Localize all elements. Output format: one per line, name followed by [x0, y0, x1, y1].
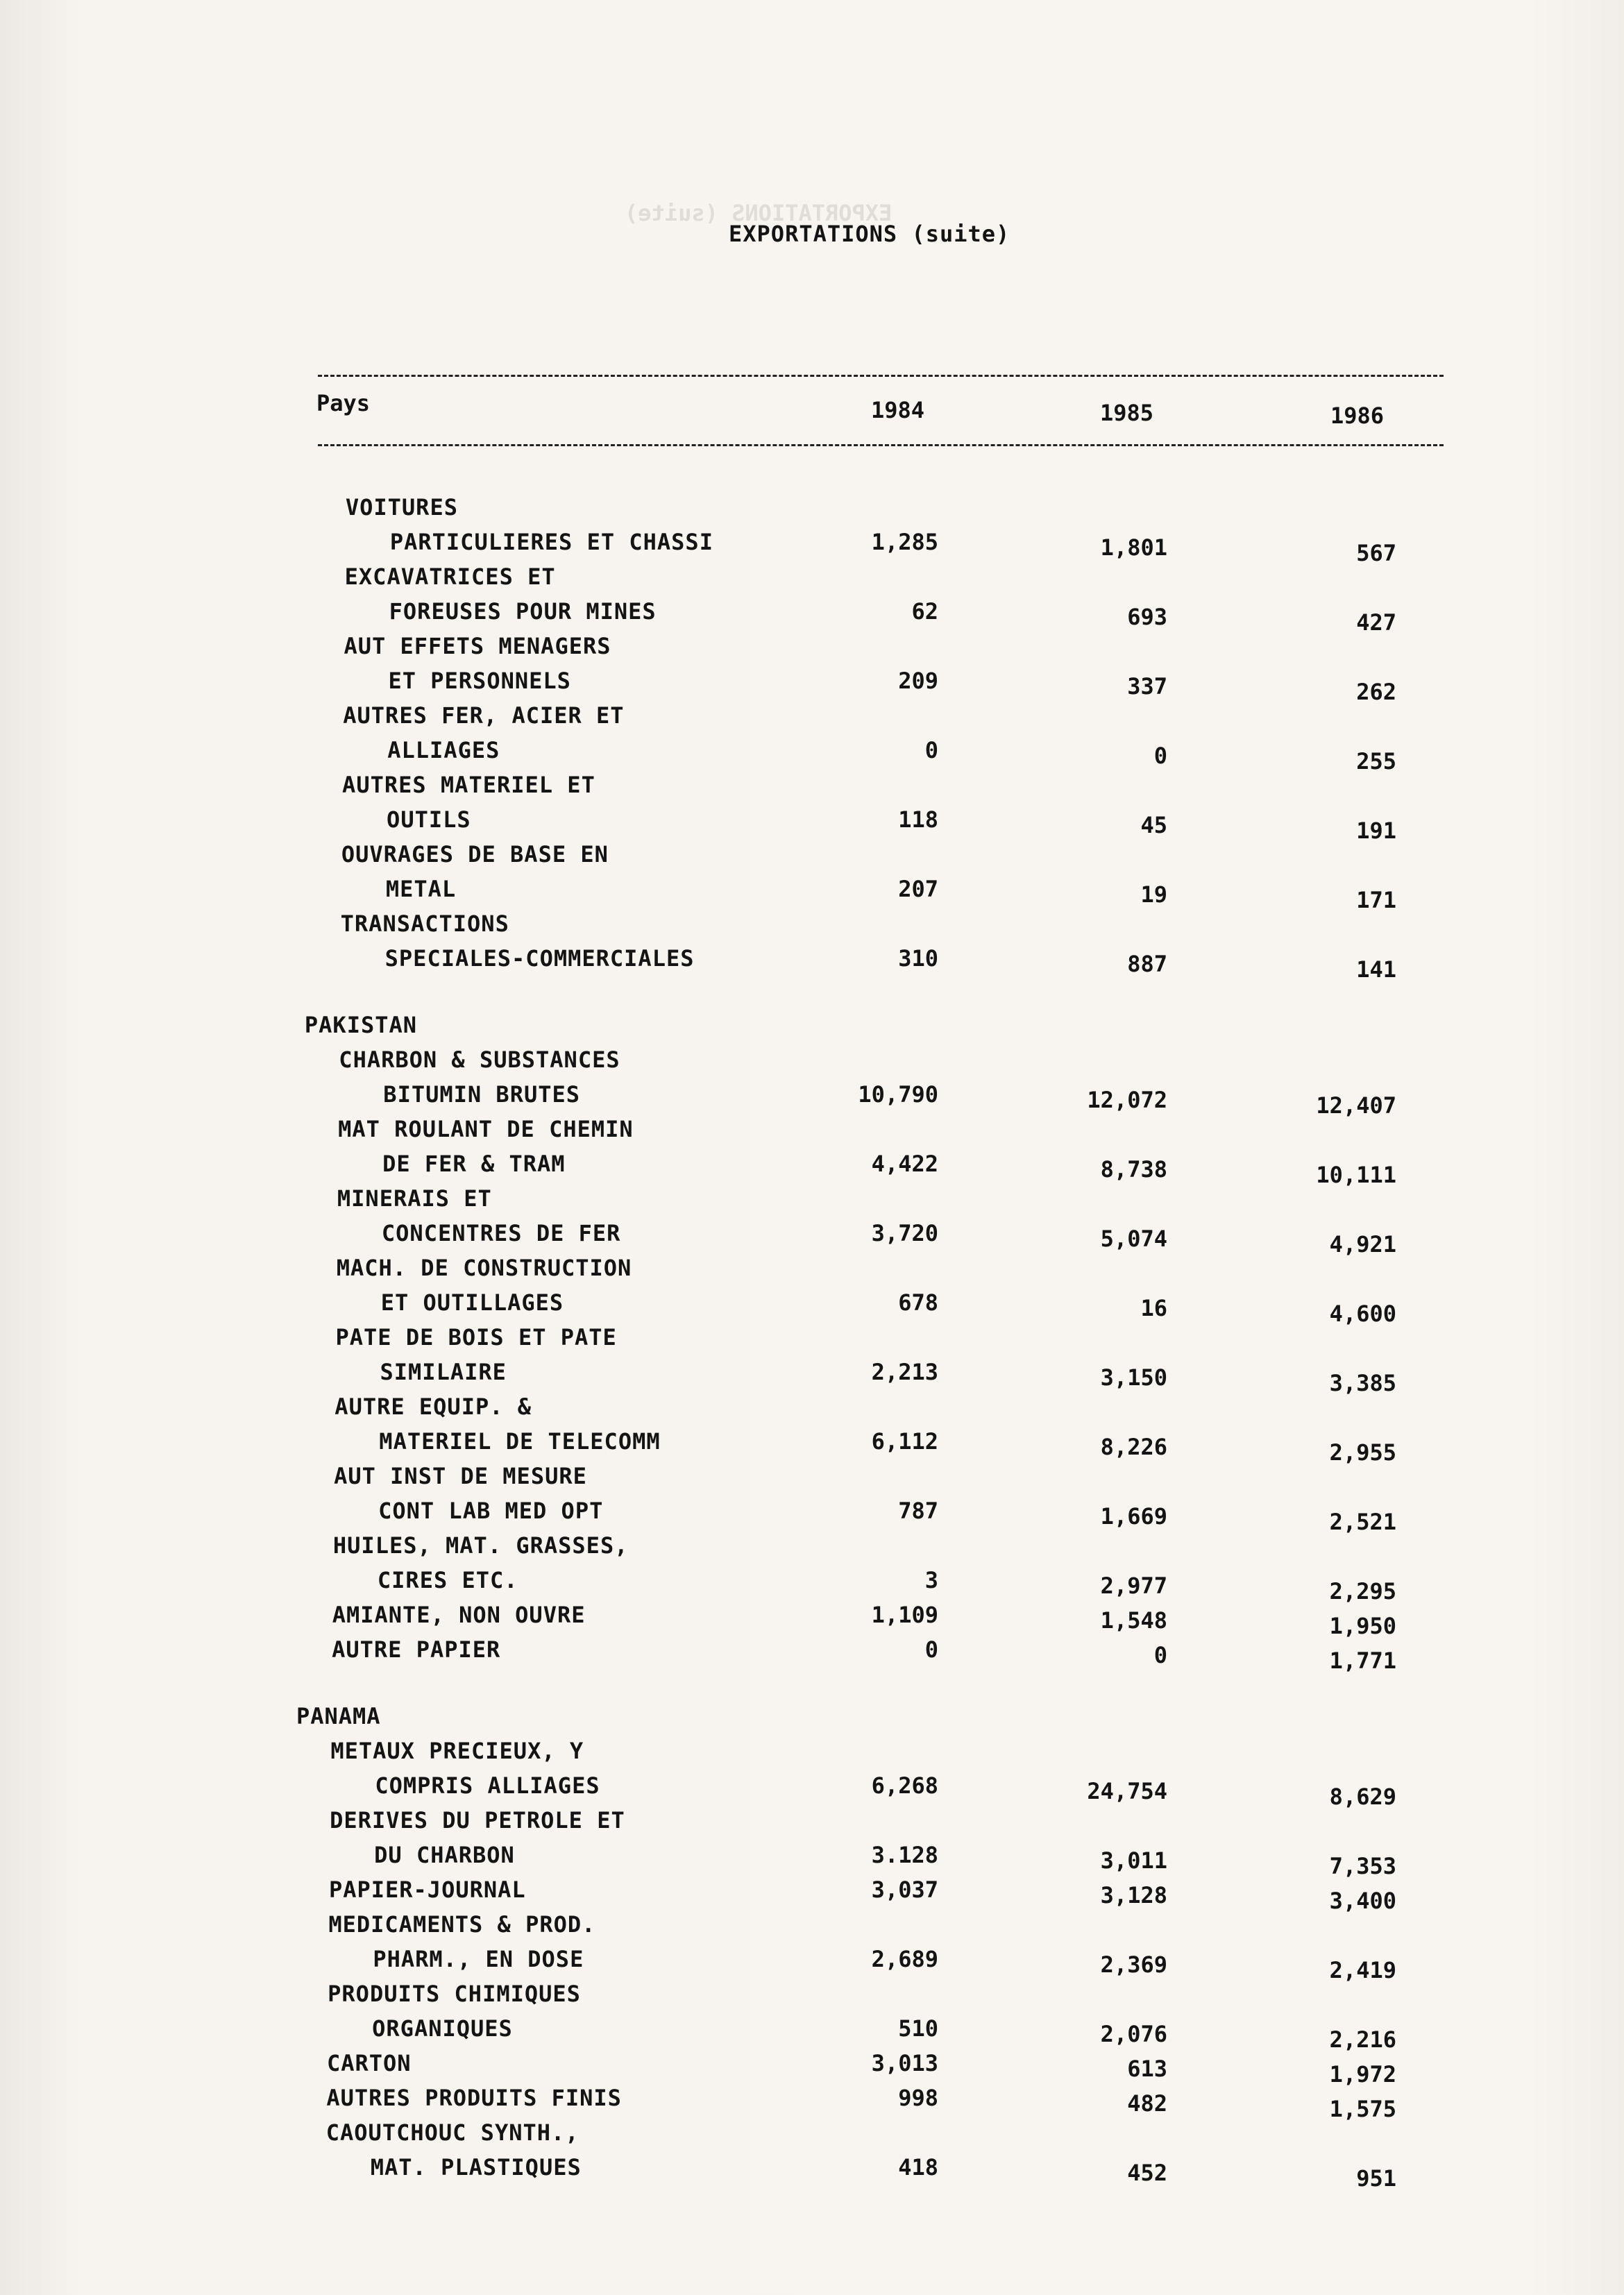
row-label-line1: AUT INST DE MESURE [334, 1463, 587, 1489]
row-label-line2: COMPRIS ALLIAGES [375, 1772, 600, 1799]
row-label-line1: METAUX PRECIEUX, Y [330, 1738, 584, 1764]
cell-value-1984: 510 [898, 2015, 938, 2042]
row-label-line2: CIRES ETC. [377, 1567, 518, 1593]
cell-value-1986: 1,575 [1329, 2096, 1396, 2122]
cell-value-1986: 8,629 [1329, 1784, 1396, 1810]
row-label-line2: DE FER & TRAM [382, 1151, 566, 1177]
row-label-line1: MAT ROULANT DE CHEMIN [338, 1116, 634, 1142]
cell-value-1984: 3,037 [871, 1877, 938, 1903]
cell-value-1986: 255 [1356, 748, 1396, 774]
header-pays: Pays [316, 390, 371, 416]
cell-value-1984: 3,013 [871, 2050, 938, 2076]
header-rule-top [318, 375, 1444, 377]
cell-value-1986: 141 [1356, 956, 1396, 983]
row-label-line2: MAT. PLASTIQUES [370, 2154, 582, 2180]
cell-value-1984: 787 [898, 1498, 938, 1524]
cell-value-1986: 10,111 [1316, 1162, 1396, 1188]
row-label-line1: MEDICAMENTS & PROD. [328, 1911, 596, 1938]
page-title: EXPORTATIONS (suite) [729, 221, 1010, 247]
cell-value-1985: 3,128 [1100, 1882, 1167, 1908]
cell-value-1985: 8,738 [1100, 1156, 1167, 1183]
row-label-line2: PARTICULIERES ET CHASSI [389, 529, 713, 555]
cell-value-1986: 262 [1356, 679, 1396, 705]
cell-value-1986: 427 [1356, 609, 1396, 636]
cell-value-1985: 5,074 [1100, 1226, 1167, 1252]
cell-value-1986: 2,955 [1329, 1439, 1396, 1466]
row-label-line1: DERIVES DU PETROLE ET [330, 1807, 625, 1834]
header-1985: 1985 [1099, 400, 1153, 426]
row-label-line2: CONCENTRES DE FER [381, 1220, 621, 1246]
cell-value-1985: 3,150 [1100, 1364, 1167, 1391]
cell-value-1985: 19 [1140, 881, 1167, 908]
row-label-line2: ET PERSONNELS [388, 668, 571, 694]
cell-value-1985: 2,977 [1100, 1573, 1167, 1599]
cell-value-1985: 337 [1127, 673, 1167, 700]
cell-value-1984: 3,720 [871, 1220, 938, 1246]
row-label-line2: MATERIEL DE TELECOMM [379, 1428, 661, 1455]
cell-value-1984: 678 [898, 1289, 938, 1316]
cell-value-1986: 951 [1356, 2165, 1396, 2192]
cell-value-1984: 209 [898, 668, 938, 694]
row-label-line1: OUVRAGES DE BASE EN [341, 841, 609, 867]
cell-value-1985: 1,548 [1100, 1607, 1167, 1634]
cell-value-1985: 0 [1153, 743, 1167, 769]
cell-value-1985: 0 [1153, 1642, 1167, 1668]
cell-value-1984: 4,422 [871, 1151, 938, 1177]
row-label-line1: AUTRES PRODUITS FINIS [326, 2085, 622, 2111]
cell-value-1984: 6,112 [871, 1428, 938, 1455]
cell-value-1985: 3,011 [1100, 1847, 1167, 1874]
cell-value-1986: 1,950 [1329, 1613, 1396, 1639]
cell-value-1984: 2,213 [871, 1359, 938, 1385]
cell-value-1986: 4,921 [1329, 1231, 1396, 1257]
section-country: PANAMA [296, 1703, 381, 1729]
row-label-line1: PRODUITS CHIMIQUES [328, 1981, 581, 2007]
cell-value-1985: 1,801 [1100, 534, 1167, 561]
cell-value-1985: 2,369 [1100, 1951, 1167, 1978]
cell-value-1986: 191 [1356, 818, 1396, 844]
header-1984: 1984 [870, 397, 924, 423]
cell-value-1984: 6,268 [871, 1772, 938, 1799]
row-label-line1: AUTRES FER, ACIER ET [343, 702, 625, 729]
row-label-line2: DU CHARBON [374, 1842, 515, 1868]
cell-value-1986: 2,419 [1329, 1957, 1396, 1983]
row-label-line2: PHARM., EN DOSE [373, 1946, 584, 1972]
cell-value-1984: 1,109 [871, 1602, 938, 1628]
cell-value-1986: 7,353 [1329, 1853, 1396, 1879]
row-label-line2: SPECIALES-COMMERCIALES [384, 945, 695, 972]
cell-value-1986: 4,600 [1329, 1301, 1396, 1327]
cell-value-1984: 0 [924, 1636, 938, 1663]
section-country: PAKISTAN [304, 1012, 418, 1038]
cell-value-1986: 12,407 [1316, 1092, 1396, 1119]
row-label-line1: TRANSACTIONS [340, 911, 509, 937]
cell-value-1985: 887 [1127, 951, 1167, 977]
row-label-line1: MINERAIS ET [337, 1185, 492, 1212]
cell-value-1985: 2,076 [1100, 2021, 1167, 2047]
cell-value-1984: 3 [924, 1567, 938, 1593]
cell-value-1986: 567 [1356, 540, 1396, 566]
row-label-line2: METAL [385, 876, 457, 902]
row-label-line1: PATE DE BOIS ET PATE [335, 1324, 617, 1350]
header-rule-bottom [318, 444, 1444, 446]
row-label-line2: ALLIAGES [387, 737, 500, 763]
row-label-line2: BITUMIN BRUTES [383, 1081, 581, 1108]
header-1986: 1986 [1330, 403, 1384, 429]
cell-value-1985: 613 [1127, 2056, 1167, 2082]
row-label-line1: AUTRE EQUIP. & [335, 1394, 532, 1420]
cell-value-1986: 1,972 [1329, 2061, 1396, 2087]
cell-value-1985: 16 [1140, 1295, 1167, 1321]
row-label-line1: AUTRE PAPIER [332, 1636, 501, 1663]
cell-value-1984: 418 [898, 2154, 938, 2180]
row-label-line2: CONT LAB MED OPT [378, 1498, 604, 1524]
cell-value-1986: 3,385 [1329, 1370, 1396, 1396]
cell-value-1984: 3.128 [871, 1842, 938, 1868]
cell-value-1984: 2,689 [871, 1946, 938, 1972]
row-label-line2: ET OUTILLAGES [380, 1289, 564, 1316]
cell-value-1986: 1,771 [1329, 1648, 1396, 1674]
row-label-line2: SIMILAIRE [380, 1359, 507, 1385]
row-label-line1: AUTRES MATERIEL ET [342, 772, 595, 798]
row-label-line1: HUILES, MAT. GRASSES, [332, 1532, 629, 1559]
row-label-line1: AUT EFFETS MENAGERS [344, 633, 611, 659]
row-label-line2: FOREUSES POUR MINES [389, 598, 657, 625]
cell-value-1985: 8,226 [1100, 1434, 1167, 1460]
cell-value-1984: 998 [898, 2085, 938, 2111]
cell-value-1985: 1,669 [1100, 1503, 1167, 1530]
row-label-line1: AMIANTE, NON OUVRE [332, 1602, 586, 1628]
row-label-line1: CAOUTCHOUC SYNTH., [325, 2119, 580, 2146]
cell-value-1985: 24,754 [1087, 1778, 1167, 1804]
cell-value-1985: 693 [1127, 604, 1167, 630]
cell-value-1986: 171 [1356, 887, 1396, 913]
cell-value-1985: 452 [1127, 2160, 1167, 2186]
cell-value-1984: 207 [898, 876, 938, 902]
row-label-line2: ORGANIQUES [372, 2015, 513, 2042]
show-through-text: EXPORTATIONS (suite) [625, 200, 893, 226]
cell-value-1984: 310 [898, 945, 938, 972]
cell-value-1984: 62 [911, 598, 938, 625]
row-label-line1: MACH. DE CONSTRUCTION [336, 1255, 632, 1281]
cell-value-1986: 2,216 [1329, 2026, 1396, 2053]
cell-value-1986: 3,400 [1329, 1888, 1396, 1914]
cell-value-1984: 10,790 [858, 1081, 938, 1108]
cell-value-1984: 118 [898, 806, 938, 833]
row-label-line1: PAPIER-JOURNAL [328, 1877, 526, 1903]
cell-value-1985: 12,072 [1087, 1087, 1167, 1113]
cell-value-1986: 2,295 [1329, 1578, 1396, 1604]
row-label-line1: CHARBON & SUBSTANCES [339, 1047, 620, 1073]
row-label-line2: OUTILS [387, 806, 471, 833]
row-label-line1: EXCAVATRICES ET [344, 564, 556, 590]
cell-value-1984: 0 [924, 737, 938, 763]
cell-value-1986: 2,521 [1329, 1509, 1396, 1535]
row-label-line1: VOITURES [345, 494, 458, 520]
cell-value-1985: 45 [1140, 812, 1167, 838]
cell-value-1984: 1,285 [871, 529, 938, 555]
cell-value-1985: 482 [1127, 2090, 1167, 2117]
row-label-line1: CARTON [326, 2050, 412, 2076]
